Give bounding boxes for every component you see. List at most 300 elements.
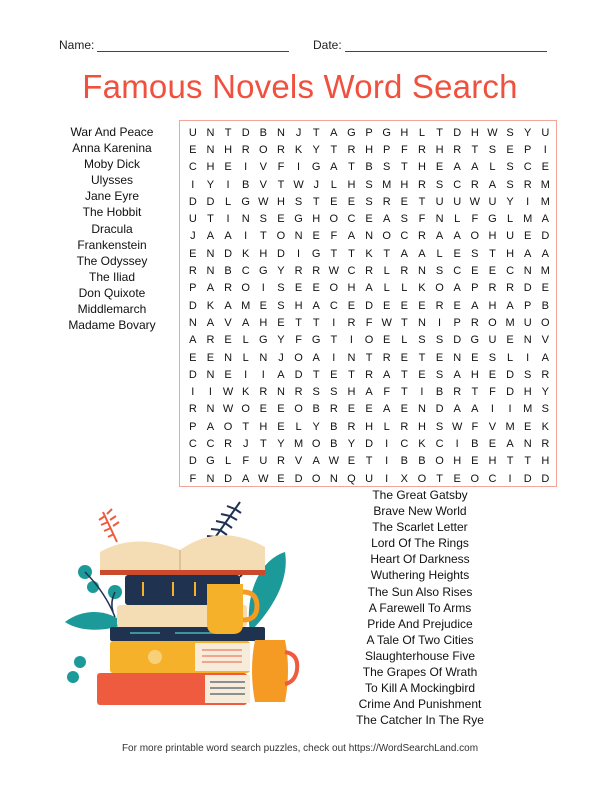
grid-cell[interactable]: F (383, 386, 391, 399)
grid-cell[interactable]: D (206, 195, 215, 208)
grid-cell[interactable]: N (206, 403, 215, 416)
grid-cell[interactable]: R (382, 195, 391, 208)
grid-cell[interactable]: E (524, 420, 532, 433)
grid-cell[interactable]: A (383, 403, 391, 416)
grid-cell[interactable]: D (541, 230, 550, 243)
grid-cell[interactable]: I (526, 351, 530, 364)
grid-cell[interactable]: E (259, 403, 267, 416)
grid-cell[interactable]: U (506, 230, 515, 243)
grid-cell[interactable]: N (453, 351, 462, 364)
grid-cell[interactable]: E (471, 351, 479, 364)
grid-cell[interactable]: O (276, 230, 286, 243)
grid-cell[interactable]: A (277, 368, 285, 381)
grid-cell[interactable]: I (191, 386, 195, 399)
grid-cell[interactable]: D (365, 437, 374, 450)
grid-cell[interactable]: E (277, 403, 285, 416)
grid-cell[interactable]: J (278, 351, 284, 364)
grid-cell[interactable]: D (224, 247, 233, 260)
grid-cell[interactable]: E (277, 316, 285, 329)
grid-cell[interactable]: L (242, 351, 249, 364)
grid-cell[interactable]: U (188, 213, 197, 226)
grid-cell[interactable]: D (506, 386, 515, 399)
grid-cell[interactable]: A (400, 247, 408, 260)
grid-cell[interactable]: G (488, 213, 497, 226)
grid-cell[interactable]: P (189, 282, 197, 295)
grid-cell[interactable]: B (242, 178, 250, 191)
grid-cell[interactable]: E (383, 299, 391, 312)
grid-cell[interactable]: D (276, 247, 285, 260)
grid-cell[interactable]: A (224, 299, 232, 312)
grid-cell[interactable]: A (383, 213, 391, 226)
grid-cell[interactable]: T (400, 386, 408, 399)
grid-cell[interactable]: B (400, 455, 408, 468)
grid-cell[interactable]: W (258, 195, 269, 208)
grid-cell[interactable]: W (487, 126, 498, 139)
grid-cell[interactable]: T (277, 178, 285, 191)
grid-cell[interactable]: F (242, 455, 250, 468)
grid-cell[interactable]: H (488, 455, 497, 468)
grid-cell[interactable]: R (206, 334, 215, 347)
grid-cell[interactable]: N (206, 472, 215, 485)
grid-cell[interactable]: P (524, 143, 532, 156)
grid-cell[interactable]: F (330, 230, 338, 243)
grid-cell[interactable]: L (418, 126, 425, 139)
grid-cell[interactable]: G (311, 334, 321, 347)
grid-cell[interactable]: H (365, 420, 374, 433)
grid-cell[interactable]: R (400, 420, 409, 433)
grid-cell[interactable]: Y (277, 265, 285, 278)
grid-cell[interactable]: C (188, 437, 197, 450)
grid-cell[interactable]: M (382, 178, 392, 191)
grid-cell[interactable]: G (294, 213, 303, 226)
grid-cell[interactable]: R (241, 143, 250, 156)
grid-cell[interactable]: N (417, 403, 426, 416)
grid-cell[interactable]: A (365, 386, 373, 399)
grid-cell[interactable]: M (523, 213, 533, 226)
grid-cell[interactable]: Y (206, 178, 215, 191)
grid-cell[interactable]: L (383, 282, 390, 295)
grid-cell[interactable]: C (241, 265, 250, 278)
grid-cell[interactable]: K (541, 420, 549, 433)
grid-cell[interactable]: S (277, 282, 285, 295)
grid-cell[interactable]: B (259, 126, 267, 139)
grid-cell[interactable]: E (541, 161, 549, 174)
grid-cell[interactable]: A (453, 161, 461, 174)
grid-cell[interactable]: S (471, 247, 479, 260)
grid-cell[interactable]: O (382, 230, 391, 243)
grid-cell[interactable]: I (297, 161, 301, 174)
grid-cell[interactable]: N (347, 351, 356, 364)
grid-cell[interactable]: R (470, 178, 479, 191)
grid-cell[interactable]: A (312, 299, 320, 312)
grid-cell[interactable]: O (329, 213, 339, 226)
grid-cell[interactable]: D (188, 455, 197, 468)
grid-cell[interactable]: E (347, 299, 356, 312)
date-field[interactable] (313, 38, 547, 52)
grid-cell[interactable]: A (206, 316, 215, 329)
grid-cell[interactable]: U (488, 334, 497, 347)
grid-cell[interactable]: U (188, 126, 197, 139)
grid-cell[interactable]: N (435, 213, 444, 226)
grid-cell[interactable]: R (347, 143, 356, 156)
grid-cell[interactable]: S (435, 334, 444, 347)
grid-cell[interactable]: U (259, 455, 268, 468)
grid-cell[interactable]: E (383, 334, 391, 347)
grid-cell[interactable]: S (488, 143, 497, 156)
grid-cell[interactable]: E (418, 299, 426, 312)
grid-cell[interactable]: W (293, 178, 304, 191)
grid-cell[interactable]: O (311, 472, 321, 485)
grid-cell[interactable]: S (435, 265, 444, 278)
grid-cell[interactable]: W (258, 472, 269, 485)
grid-cell[interactable]: S (435, 420, 444, 433)
grid-cell[interactable]: E (400, 299, 408, 312)
grid-cell[interactable]: L (436, 247, 443, 260)
grid-cell[interactable]: R (470, 316, 479, 329)
grid-cell[interactable]: E (347, 403, 356, 416)
grid-cell[interactable]: L (383, 420, 390, 433)
grid-cell[interactable]: J (190, 230, 196, 243)
grid-cell[interactable]: C (453, 265, 462, 278)
grid-cell[interactable]: H (435, 143, 444, 156)
grid-cell[interactable]: T (418, 351, 426, 364)
grid-cell[interactable]: B (541, 299, 549, 312)
grid-cell[interactable]: E (224, 368, 232, 381)
grid-cell[interactable]: E (453, 299, 461, 312)
grid-cell[interactable]: G (259, 334, 268, 347)
grid-cell[interactable]: W (222, 403, 234, 416)
grid-cell[interactable]: M (241, 299, 251, 312)
grid-cell[interactable]: T (312, 195, 320, 208)
grid-cell[interactable]: I (332, 316, 336, 329)
grid-cell[interactable]: D (294, 368, 303, 381)
grid-cell[interactable]: R (224, 282, 233, 295)
grid-cell[interactable]: R (400, 265, 409, 278)
grid-cell[interactable]: C (188, 161, 197, 174)
grid-cell[interactable]: A (506, 437, 514, 450)
grid-cell[interactable]: W (328, 455, 339, 468)
grid-cell[interactable]: B (471, 437, 479, 450)
grid-cell[interactable]: I (261, 368, 265, 381)
grid-cell[interactable]: A (541, 247, 549, 260)
grid-cell[interactable]: O (541, 316, 550, 329)
grid-cell[interactable]: E (418, 368, 426, 381)
grid-cell[interactable]: B (312, 403, 320, 416)
grid-cell[interactable]: Y (312, 420, 320, 433)
grid-cell[interactable]: T (312, 316, 320, 329)
grid-cell[interactable]: F (418, 213, 426, 226)
grid-cell[interactable]: A (471, 299, 479, 312)
grid-cell[interactable]: A (453, 368, 461, 381)
grid-cell[interactable]: B (365, 161, 373, 174)
grid-cell[interactable]: T (207, 213, 214, 226)
grid-cell[interactable]: N (206, 247, 215, 260)
grid-cell[interactable]: E (312, 282, 320, 295)
name-blank-line[interactable] (97, 41, 289, 52)
grid-cell[interactable]: K (418, 437, 426, 450)
grid-cell[interactable]: A (312, 455, 320, 468)
grid-cell[interactable]: T (524, 455, 532, 468)
grid-cell[interactable]: T (436, 126, 443, 139)
grid-cell[interactable]: T (471, 386, 479, 399)
grid-cell[interactable]: T (224, 126, 232, 139)
grid-cell[interactable]: T (400, 316, 408, 329)
grid-cell[interactable]: B (330, 420, 338, 433)
grid-cell[interactable]: T (365, 351, 373, 364)
grid-cell[interactable]: H (488, 230, 497, 243)
grid-cell[interactable]: M (293, 437, 304, 450)
grid-cell[interactable]: T (312, 126, 320, 139)
grid-cell[interactable]: H (259, 247, 268, 260)
grid-cell[interactable]: R (488, 282, 497, 295)
grid-cell[interactable]: A (471, 161, 479, 174)
grid-cell[interactable]: S (435, 178, 444, 191)
grid-cell[interactable]: A (383, 368, 391, 381)
grid-cell[interactable]: C (453, 178, 462, 191)
grid-cell[interactable]: K (206, 299, 215, 312)
grid-cell[interactable]: O (294, 403, 303, 416)
grid-cell[interactable]: R (541, 437, 550, 450)
grid-cell[interactable]: A (206, 420, 215, 433)
grid-cell[interactable]: A (541, 213, 549, 226)
grid-cell[interactable]: I (191, 178, 195, 191)
grid-cell[interactable]: H (488, 299, 497, 312)
grid-cell[interactable]: R (224, 437, 233, 450)
grid-cell[interactable]: E (189, 247, 197, 260)
grid-cell[interactable]: E (206, 351, 215, 364)
grid-cell[interactable]: C (435, 437, 444, 450)
grid-cell[interactable]: O (311, 437, 321, 450)
grid-cell[interactable]: G (347, 126, 356, 139)
grid-cell[interactable]: T (295, 316, 302, 329)
grid-cell[interactable]: M (523, 403, 533, 416)
grid-cell[interactable]: E (488, 265, 497, 278)
grid-cell[interactable]: F (471, 213, 479, 226)
grid-cell[interactable]: H (347, 386, 356, 399)
grid-cell[interactable]: D (453, 126, 462, 139)
grid-cell[interactable]: C (400, 230, 409, 243)
grid-cell[interactable]: R (506, 282, 515, 295)
grid-cell[interactable]: D (294, 472, 303, 485)
grid-cell[interactable]: K (294, 143, 303, 156)
grid-cell[interactable]: A (206, 282, 215, 295)
grid-cell[interactable]: W (222, 386, 234, 399)
grid-cell[interactable]: V (259, 178, 267, 191)
grid-cell[interactable]: D (523, 282, 532, 295)
grid-cell[interactable]: I (244, 368, 248, 381)
grid-cell[interactable]: M (540, 195, 550, 208)
grid-cell[interactable]: K (365, 247, 373, 260)
grid-cell[interactable]: C (329, 299, 338, 312)
grid-cell[interactable]: H (224, 143, 233, 156)
grid-cell[interactable]: I (385, 455, 389, 468)
grid-cell[interactable]: S (277, 299, 285, 312)
grid-cell[interactable]: R (276, 455, 285, 468)
grid-cell[interactable]: O (364, 334, 374, 347)
grid-cell[interactable]: D (523, 472, 532, 485)
grid-cell[interactable]: E (435, 351, 444, 364)
grid-cell[interactable]: N (206, 143, 215, 156)
grid-cell[interactable]: I (455, 437, 459, 450)
grid-cell[interactable]: R (188, 403, 197, 416)
grid-cell[interactable]: E (400, 403, 408, 416)
grid-cell[interactable]: I (438, 316, 442, 329)
grid-cell[interactable]: F (365, 316, 373, 329)
grid-cell[interactable]: H (417, 420, 426, 433)
grid-cell[interactable]: N (276, 126, 285, 139)
grid-cell[interactable]: O (241, 403, 250, 416)
grid-cell[interactable]: R (294, 386, 303, 399)
grid-cell[interactable]: E (277, 472, 285, 485)
grid-cell[interactable]: J (242, 437, 249, 450)
grid-cell[interactable]: E (471, 455, 479, 468)
grid-cell[interactable]: N (417, 316, 426, 329)
grid-cell[interactable]: Y (277, 437, 285, 450)
grid-cell[interactable]: M (540, 178, 550, 191)
grid-cell[interactable]: E (365, 403, 373, 416)
grid-cell[interactable]: T (471, 143, 479, 156)
grid-cell[interactable]: R (365, 368, 374, 381)
grid-cell[interactable]: A (224, 230, 232, 243)
grid-cell[interactable]: H (206, 161, 215, 174)
grid-cell[interactable]: C (400, 437, 409, 450)
grid-cell[interactable]: V (224, 316, 232, 329)
grid-cell[interactable]: T (400, 161, 408, 174)
grid-cell[interactable]: I (332, 351, 336, 364)
grid-cell[interactable]: D (241, 126, 250, 139)
grid-cell[interactable]: E (541, 282, 549, 295)
grid-cell[interactable]: P (383, 143, 391, 156)
grid-cell[interactable]: Y (277, 334, 285, 347)
grid-cell[interactable]: L (225, 455, 232, 468)
grid-cell[interactable]: T (348, 368, 355, 381)
grid-cell[interactable]: A (312, 351, 320, 364)
grid-cell[interactable]: E (524, 230, 532, 243)
grid-cell[interactable]: C (523, 161, 532, 174)
grid-cell[interactable]: A (206, 230, 215, 243)
grid-cell[interactable]: N (241, 213, 250, 226)
grid-cell[interactable]: S (524, 368, 532, 381)
grid-cell[interactable]: Y (541, 386, 549, 399)
grid-cell[interactable]: L (242, 334, 249, 347)
grid-cell[interactable]: G (311, 161, 321, 174)
grid-cell[interactable]: N (523, 265, 532, 278)
grid-cell[interactable]: A (488, 178, 497, 191)
grid-cell[interactable]: S (312, 386, 320, 399)
grid-cell[interactable]: H (294, 299, 303, 312)
grid-cell[interactable]: O (470, 472, 480, 485)
grid-cell[interactable]: N (206, 265, 215, 278)
grid-cell[interactable]: L (507, 213, 514, 226)
grid-cell[interactable]: N (206, 126, 215, 139)
grid-cell[interactable]: N (276, 386, 285, 399)
grid-cell[interactable]: T (489, 247, 496, 260)
grid-cell[interactable]: L (225, 195, 232, 208)
grid-cell[interactable]: H (276, 195, 285, 208)
grid-cell[interactable]: S (541, 403, 549, 416)
grid-cell[interactable]: D (541, 472, 550, 485)
grid-cell[interactable]: R (453, 386, 462, 399)
grid-cell[interactable]: I (385, 437, 389, 450)
grid-cell[interactable]: E (471, 265, 479, 278)
grid-cell[interactable]: H (506, 247, 515, 260)
grid-cell[interactable]: R (312, 265, 321, 278)
grid-cell[interactable]: T (259, 230, 267, 243)
grid-cell[interactable]: L (401, 282, 408, 295)
grid-cell[interactable]: I (490, 403, 494, 416)
grid-cell[interactable]: H (365, 143, 374, 156)
grid-cell[interactable]: M (540, 265, 550, 278)
grid-cell[interactable]: K (242, 247, 250, 260)
grid-cell[interactable]: R (417, 178, 426, 191)
grid-cell[interactable]: H (259, 420, 268, 433)
grid-cell[interactable]: Y (524, 126, 532, 139)
grid-cell[interactable]: L (295, 420, 302, 433)
grid-cell[interactable]: E (312, 230, 320, 243)
grid-cell[interactable]: F (489, 386, 496, 399)
grid-cell[interactable]: I (526, 195, 530, 208)
grid-cell[interactable]: S (365, 195, 373, 208)
grid-cell[interactable]: A (541, 351, 549, 364)
grid-cell[interactable]: A (242, 472, 250, 485)
grid-cell[interactable]: D (188, 299, 197, 312)
grid-cell[interactable]: R (276, 143, 285, 156)
grid-cell[interactable]: I (244, 161, 248, 174)
grid-cell[interactable]: L (454, 213, 461, 226)
grid-cell[interactable]: N (523, 334, 532, 347)
grid-cell[interactable]: O (470, 230, 480, 243)
grid-cell[interactable]: L (401, 334, 408, 347)
grid-cell[interactable]: B (330, 437, 338, 450)
grid-cell[interactable]: S (435, 368, 444, 381)
grid-cell[interactable]: V (541, 334, 549, 347)
grid-cell[interactable]: K (418, 282, 426, 295)
grid-cell[interactable]: O (488, 316, 497, 329)
grid-cell[interactable]: S (294, 195, 303, 208)
grid-cell[interactable]: O (241, 282, 250, 295)
grid-cell[interactable]: R (347, 420, 356, 433)
grid-cell[interactable]: E (224, 334, 232, 347)
grid-cell[interactable]: I (261, 282, 265, 295)
grid-cell[interactable]: R (417, 230, 426, 243)
grid-cell[interactable]: S (506, 178, 514, 191)
grid-cell[interactable]: D (453, 334, 462, 347)
grid-cell[interactable]: O (435, 455, 444, 468)
grid-cell[interactable]: S (506, 161, 514, 174)
grid-cell[interactable]: A (471, 403, 479, 416)
grid-cell[interactable]: E (488, 368, 497, 381)
grid-cell[interactable]: E (506, 334, 514, 347)
grid-cell[interactable]: I (543, 143, 547, 156)
grid-cell[interactable]: I (420, 386, 424, 399)
grid-cell[interactable]: L (507, 351, 514, 364)
grid-cell[interactable]: A (453, 403, 461, 416)
grid-cell[interactable]: H (470, 368, 479, 381)
grid-cell[interactable]: N (188, 316, 197, 329)
grid-cell[interactable]: S (330, 386, 338, 399)
grid-cell[interactable]: E (189, 351, 197, 364)
grid-cell[interactable]: E (259, 299, 267, 312)
grid-cell[interactable]: E (294, 282, 303, 295)
grid-cell[interactable]: E (330, 195, 338, 208)
grid-cell[interactable]: U (488, 195, 497, 208)
grid-cell[interactable]: H (347, 178, 356, 191)
grid-cell[interactable]: L (489, 161, 496, 174)
grid-cell[interactable]: V (294, 455, 303, 468)
grid-cell[interactable]: N (294, 230, 303, 243)
grid-cell[interactable]: F (471, 420, 479, 433)
grid-cell[interactable]: F (295, 334, 302, 347)
